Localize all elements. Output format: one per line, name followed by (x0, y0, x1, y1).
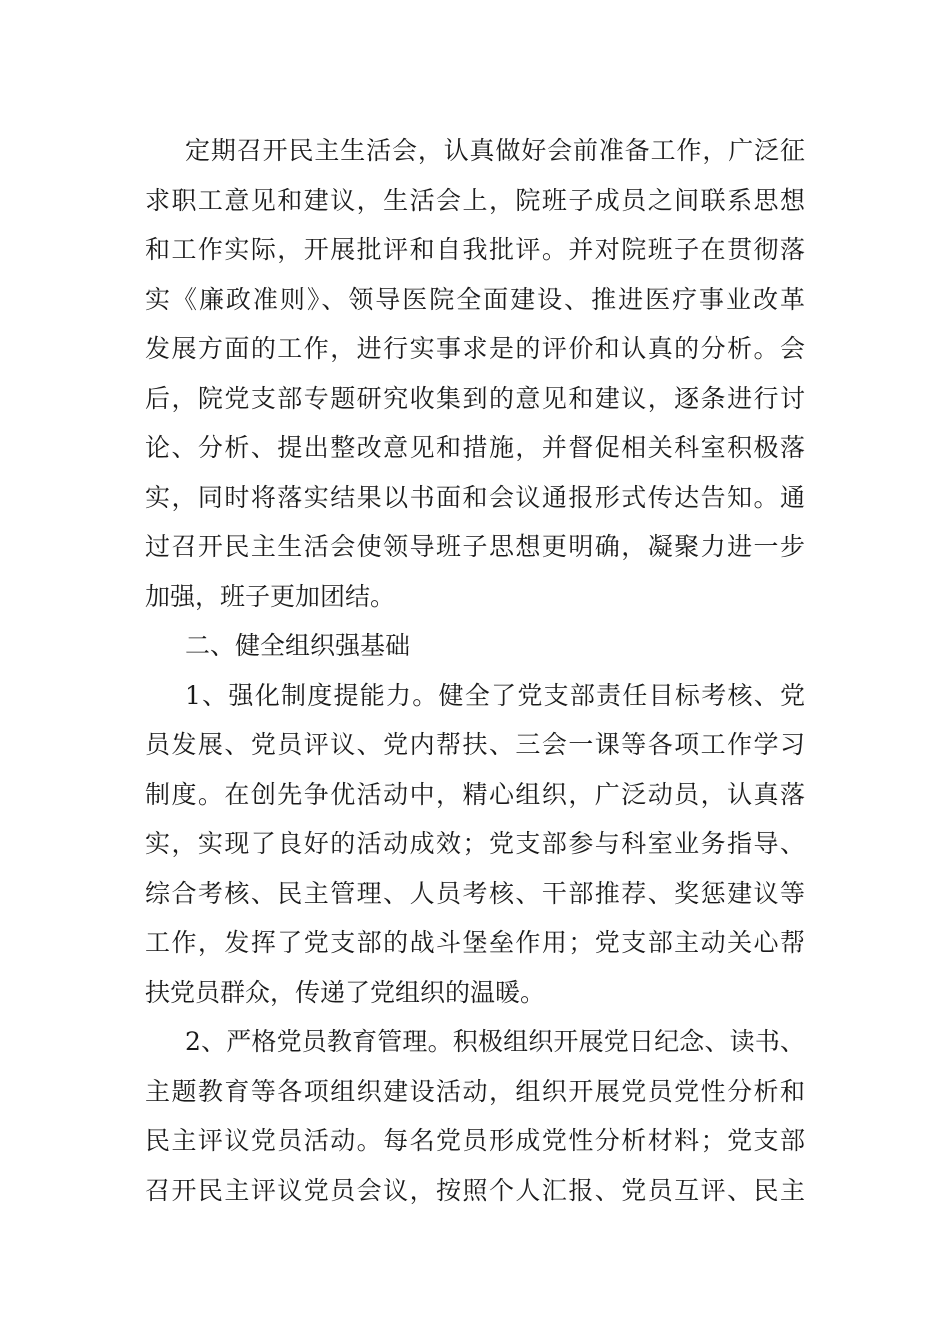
paragraph-line: 过召开民主生活会使领导班子思想更明确，凝聚力进一步 (145, 532, 805, 561)
paragraph-line: 后，院党支部专题研究收集到的意见和建议，逐条进行讨 (145, 383, 805, 413)
paragraph-line: 召开民主评议党员会议，按照个人汇报、党员互评、民主 (145, 1175, 805, 1205)
paragraph-line: 扶党员群众，传递了党组织的温暖。 (145, 977, 546, 1007)
paragraph-line: 员发展、党员评议、党内帮扶、三会一课等各项工作学习 (145, 730, 805, 759)
section-heading: 二、健全组织强基础 (185, 631, 411, 660)
paragraph-line: 民主评议党员活动。每名党员形成党性分析材料；党支部 (145, 1126, 805, 1155)
paragraph-line: 加强，班子更加团结。 (145, 581, 396, 611)
paragraph-line: 实，同时将落实结果以书面和会议通报形式传达告知。通 (145, 482, 805, 512)
paragraph-line: 实，实现了良好的活动成效；党支部参与科室业务指导、 (145, 829, 805, 858)
paragraph-line: 2、严格党员教育管理。积极组织开展党日纪念、读书、 (185, 1027, 805, 1056)
paragraph-line: 和工作实际，开展批评和自我批评。并对院班子在贯彻落 (145, 235, 805, 264)
paragraph-line: 定期召开民主生活会，认真做好会前准备工作，广泛征 (185, 136, 805, 165)
document-body (145, 126, 805, 1215)
paragraph-line: 主题教育等各项组织建设活动，组织开展党员党性分析和 (145, 1076, 805, 1106)
paragraph-line: 发展方面的工作，进行实事求是的评价和认真的分析。会 (145, 334, 805, 363)
paragraph-line: 求职工意见和建议，生活会上，院班子成员之间联系思想 (145, 185, 805, 215)
paragraph-line: 实《廉政准则》、领导医院全面建设、推进医疗事业改革 (145, 284, 805, 314)
paragraph-line: 论、分析、提出整改意见和措施，并督促相关科室积极落 (145, 433, 805, 462)
paragraph-line: 制度。在创先争优活动中，精心组织，广泛动员，认真落 (145, 779, 805, 809)
paragraph-line: 1、强化制度提能力。健全了党支部责任目标考核、党 (185, 680, 805, 710)
paragraph-line: 工作，发挥了党支部的战斗堡垒作用；党支部主动关心帮 (145, 928, 805, 957)
paragraph-line: 综合考核、民主管理、人员考核、干部推荐、奖惩建议等 (145, 878, 805, 908)
